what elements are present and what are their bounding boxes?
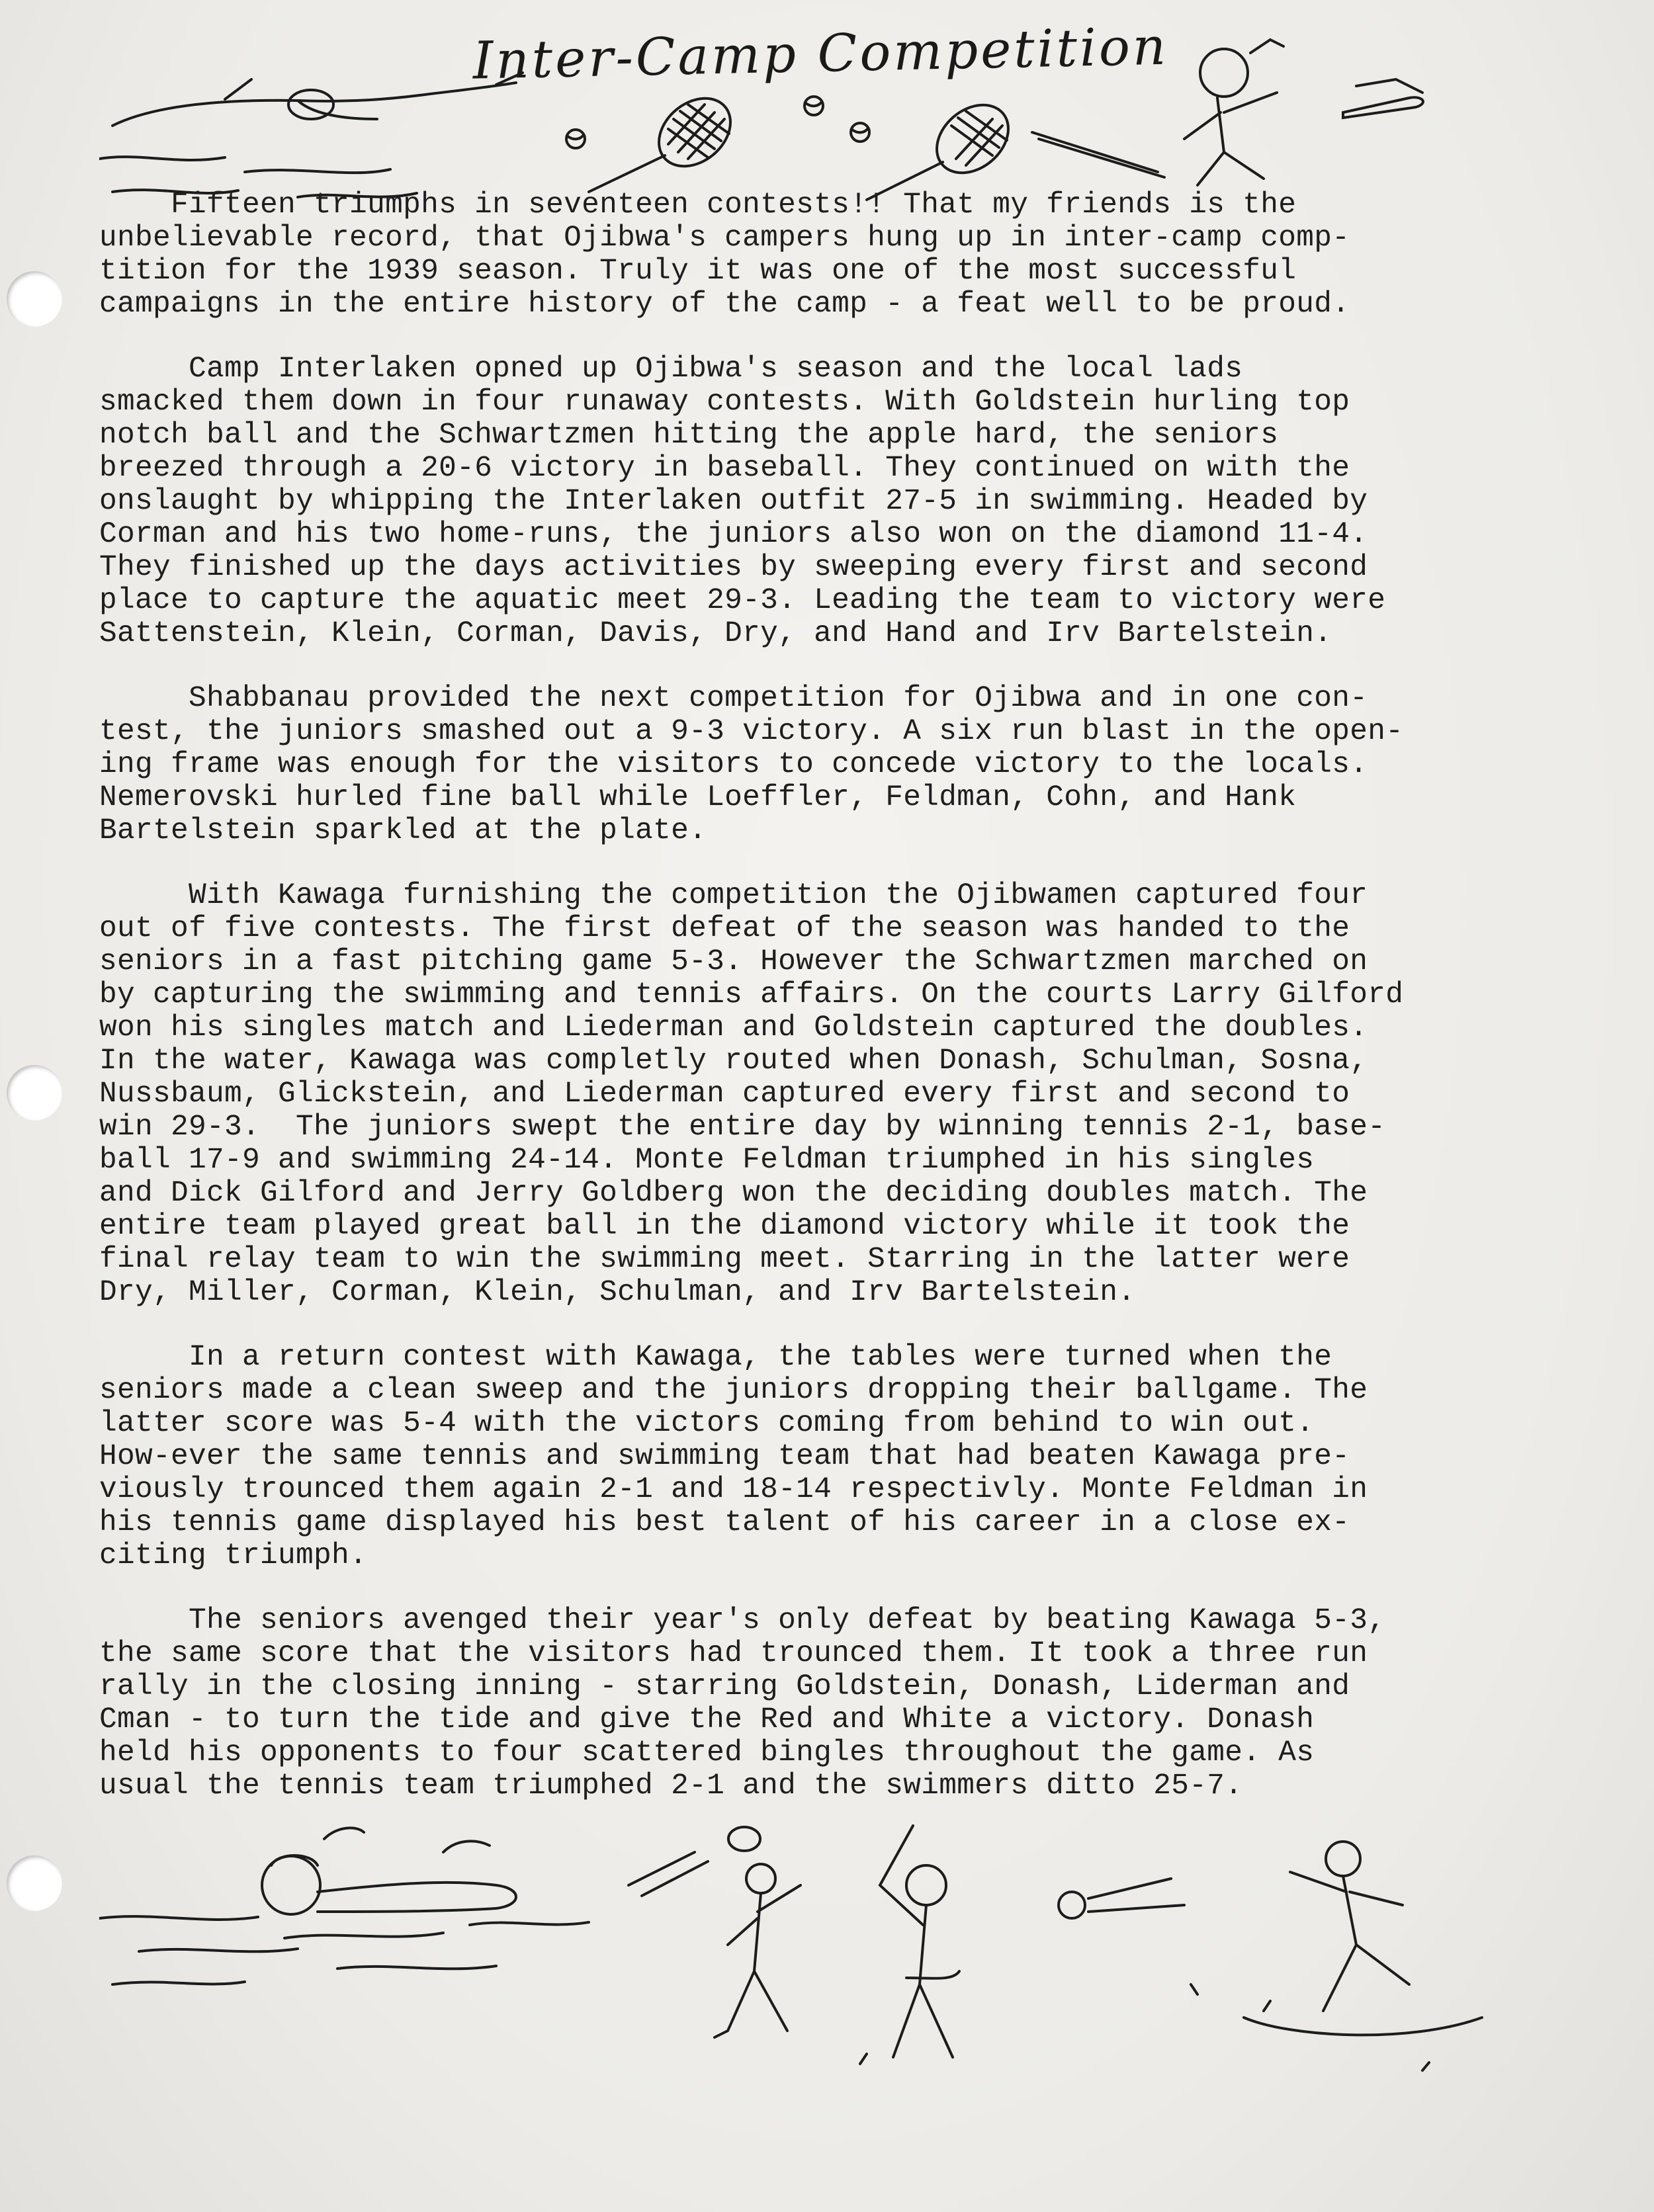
baseball-bat-icon bbox=[1032, 132, 1164, 177]
swimmer-icon bbox=[99, 1828, 589, 1984]
text-line: usual the tennis team triumphed 2-1 and the swimmers ditto 25-7. bbox=[99, 1769, 1243, 1803]
text-line: ing frame was enough for the visitors to concede victory to the locals. bbox=[99, 748, 1368, 781]
text-line: In a return contest with Kawaga, the tables were turned when the bbox=[99, 1341, 1332, 1374]
text-line: unbelievable record, that Ojibwa's campers hung up in inter-camp comp- bbox=[99, 222, 1350, 255]
tennis-player-icon bbox=[629, 1827, 801, 2037]
baseball-bat-icon bbox=[1343, 79, 1423, 118]
text-line: Fifteen triumphs in seventeen contests!! That my friends is the bbox=[99, 189, 1297, 222]
paragraph bbox=[99, 879, 1515, 1309]
text-line: seniors made a clean sweep and the juniors dropping their ballgame. The bbox=[99, 1374, 1368, 1407]
text-line: by capturing the swimming and tennis affairs. On the courts Larry Gilford bbox=[99, 978, 1404, 1011]
text-line: ball 17-9 and swimming 24-14. Monte Feldman triumphed in his singles bbox=[99, 1144, 1315, 1177]
text-line: smacked them down in four runaway contests. With Goldstein hurling top bbox=[99, 386, 1350, 419]
text-line: Dry, Miller, Corman, Klein, Schulman, and Irv Bartelstein. bbox=[99, 1276, 1136, 1309]
text-line: How-ever the same tennis and swimming team that had beaten Kawaga pre- bbox=[99, 1440, 1350, 1473]
text-line: notch ball and the Schwartzmen hitting the apple hard, the seniors bbox=[99, 419, 1279, 452]
paragraph bbox=[99, 353, 1515, 650]
swimmer-icon bbox=[99, 73, 523, 197]
text-line: They finished up the days activities by sweeping every first and second bbox=[99, 551, 1368, 584]
paragraph bbox=[99, 189, 1515, 321]
text-line: Corman and his two home-runs, the juniors also won on the diamond 11-4. bbox=[99, 518, 1368, 551]
text-line: rally in the closing inning - starring Goldstein, Donash, Liderman and bbox=[99, 1670, 1350, 1703]
text-line: With Kawaga furnishing the competition the Ojibwamen captured four bbox=[99, 879, 1368, 912]
text-line: In the water, Kawaga was completly routed when Donash, Schulman, Sosna, bbox=[99, 1044, 1368, 1078]
baseball-icon bbox=[1059, 1879, 1184, 1918]
text-line: out of five contests. The first defeat of the season was handed to the bbox=[99, 912, 1350, 945]
text-line: Camp Interlaken opned up Ojibwa's season and the local lads bbox=[99, 353, 1243, 386]
text-line: Shabbanau provided the next competition for Ojibwa and in one con- bbox=[99, 682, 1368, 715]
text-line: tition for the 1939 season. Truly it was one of the most successful bbox=[99, 255, 1297, 288]
tennis-ball-icon bbox=[566, 130, 585, 148]
batter-icon bbox=[880, 1826, 959, 2057]
text-line: and Dick Gilford and Jerry Goldberg won the deciding doubles match. The bbox=[99, 1177, 1368, 1210]
paragraph bbox=[99, 682, 1515, 847]
text-line: the same score that the visitors had trounced them. It took a three run bbox=[99, 1637, 1368, 1670]
text-line: his tennis game displayed his best talent of his career in a close ex- bbox=[99, 1506, 1350, 1539]
article-body bbox=[99, 189, 1515, 1803]
text-line: seniors in a fast pitching game 5-3. However the Schwartzmen marched on bbox=[99, 945, 1368, 978]
text-line: Nemerovski hurled fine ball while Loeffler, Feldman, Cohn, and Hank bbox=[99, 781, 1297, 814]
text-line: Sattenstein, Klein, Corman, Davis, Dry, and Hand and Irv Bartelstein. bbox=[99, 617, 1332, 650]
text-line: viously trounced them again 2-1 and 18-14 respectivly. Monte Feldman in bbox=[99, 1473, 1368, 1506]
punch-hole bbox=[7, 271, 62, 327]
text-line: The seniors avenged their year's only defeat by beating Kawaga 5-3, bbox=[99, 1604, 1386, 1637]
text-line: place to capture the aquatic meet 29-3. Leading the team to victory were bbox=[99, 584, 1386, 617]
text-line: Nussbaum, Glickstein, and Liederman captured every first and second to bbox=[99, 1078, 1350, 1111]
text-line: held his opponents to four scattered bingles throughout the game. As bbox=[99, 1736, 1315, 1769]
text-line: Bartelstein sparkled at the plate. bbox=[99, 814, 707, 847]
paragraph bbox=[99, 1604, 1515, 1803]
punch-hole bbox=[7, 1855, 62, 1911]
text-line: entire team played great ball in the diamond victory while it took the bbox=[99, 1210, 1350, 1243]
text-line: final relay team to win the swimming meet. Starring in the latter were bbox=[99, 1243, 1350, 1276]
text-line: citing triumph. bbox=[99, 1539, 368, 1572]
text-line: win 29-3. The juniors swept the entire day by winning tennis 2-1, base- bbox=[99, 1111, 1386, 1144]
runner-icon bbox=[1184, 40, 1284, 185]
text-line: latter score was 5-4 with the victors coming from behind to win out. bbox=[99, 1407, 1315, 1440]
text-line: Cman - to turn the tide and give the Red and White a victory. Donash bbox=[99, 1703, 1315, 1736]
footer-illustration bbox=[99, 1812, 1522, 2084]
text-line: won his singles match and Liederman and Goldstein captured the doubles. bbox=[99, 1011, 1368, 1044]
punch-hole bbox=[7, 1065, 62, 1121]
text-line: onslaught by whipping the Interlaken outfit 27-5 in swimming. Headed by bbox=[99, 485, 1368, 518]
pitcher-icon bbox=[860, 1842, 1482, 2070]
text-line: test, the juniors smashed out a 9-3 victory. A six run blast in the open- bbox=[99, 715, 1404, 748]
text-line: campaigns in the entire history of the camp - a feat well to be proud. bbox=[99, 288, 1350, 321]
text-line: breezed through a 20-6 victory in baseball. They continued on with the bbox=[99, 452, 1350, 485]
page-title: Inter-Camp Competition bbox=[472, 17, 1169, 91]
paragraph bbox=[99, 1341, 1515, 1572]
